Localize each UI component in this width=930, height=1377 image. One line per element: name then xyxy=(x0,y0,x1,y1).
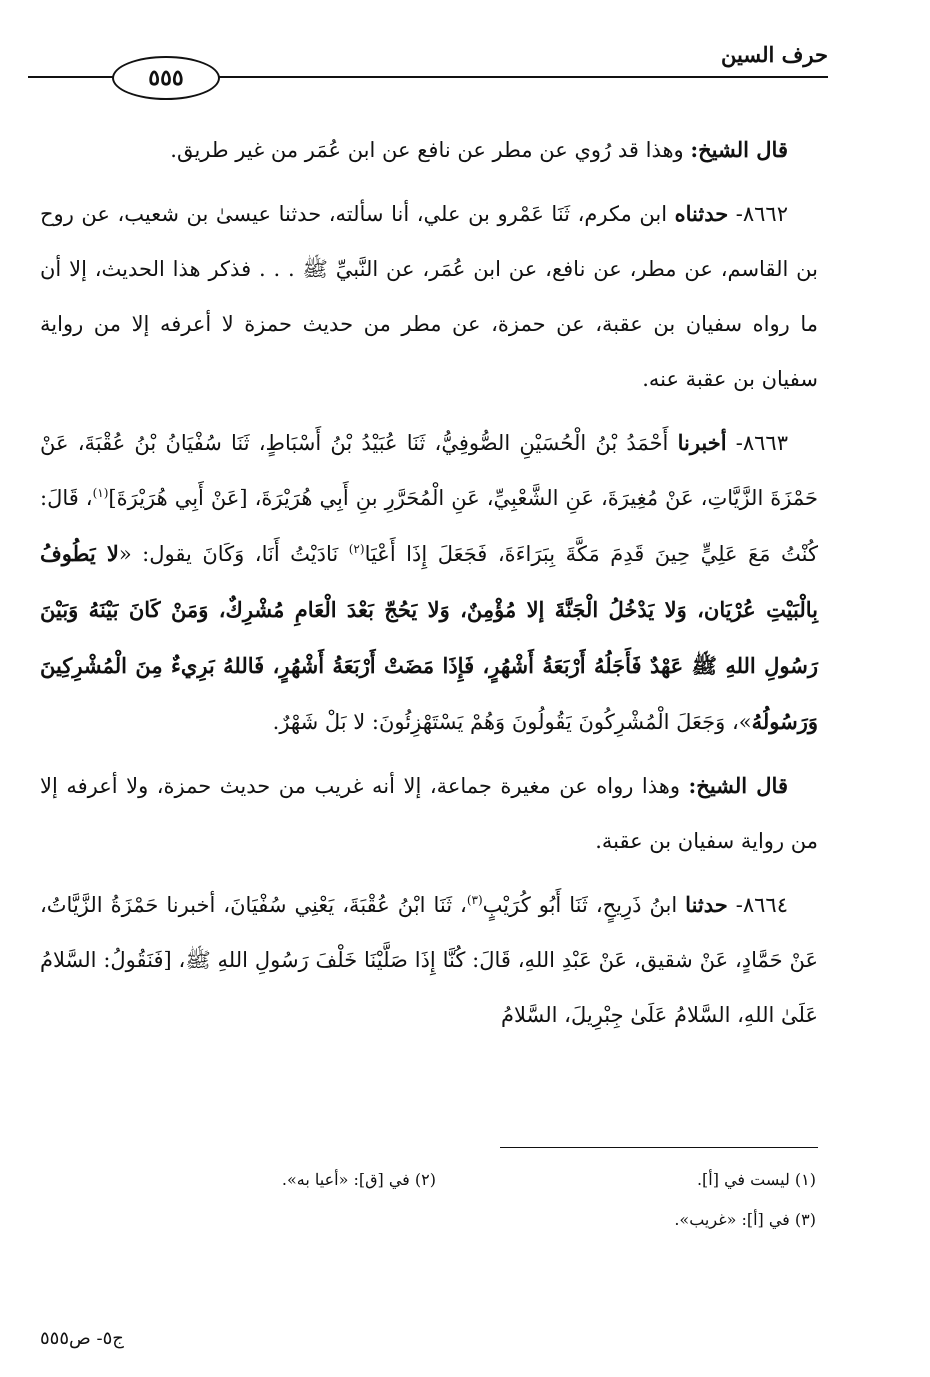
hadith-text-end: »، وَجَعَلَ الْمُشْرِكُونَ يَقُولُونَ وَهُمْ يَسْتَهْزِئُونَ: لا بَلْ شَهْرٌ. xyxy=(272,710,752,734)
hadith-number: ٨٦٦٢- xyxy=(728,202,788,226)
paragraph-4 xyxy=(40,758,818,869)
page-reference: ج٥- ص٥٥٥ xyxy=(40,1328,124,1349)
paragraph-lead: قال الشيخ: xyxy=(690,137,788,162)
footnote-2: (٢) في [ق]: «أعيا به». xyxy=(281,1170,436,1189)
hadith-text: ابنُ ذَرِيحٍ، ثَنَا أَبُو كُرَيْبٍ xyxy=(482,893,686,917)
paragraph-text: وهذا رواه عن مغيرة جماعة، إلا أنه غريب من حديث حمزة، ولا أعرفه إلا من رواية سفيان بن عقبة. xyxy=(40,774,818,853)
hadith-number: ٨٦٦٤- xyxy=(727,893,788,917)
footnote-rule xyxy=(500,1147,818,1148)
hadith-lead: حدثنا xyxy=(685,892,728,917)
hadith-lead: حدثناه xyxy=(674,201,729,226)
footnote-3: (٣) في [أ]: «غريب». xyxy=(674,1210,816,1229)
hadith-8662 xyxy=(40,186,818,407)
hadith-number: ٨٦٦٣- xyxy=(726,431,788,455)
hadith-text-cont: ، قَالَ: كُنْتُ مَعَ عَلِيٍّ حِينَ قَدِمَ مَكَّةَ بِبَرَاءَةَ، فَجَعَلَ إِذَا أَعْيَا xyxy=(40,486,818,566)
page-number-badge: ٥٥٥ xyxy=(112,56,220,100)
hadith-8663 xyxy=(40,415,818,750)
hadith-text-cont: ، ثَنَا ابْنُ عُقْبَةَ، يَعْنِي سُفْيَانَ، أخبرنا حَمْزَةُ الزَّيَّاتُ، عَنْ حَمَّادٍ، عَنْ شقيق، عَنْ عَبْدِ اللهِ، قَالَ: كُنَّا إِذَا صَلَّيْنَا خَلْفَ رَسُولِ اللهِ ﷺ، [فَنَقُولُ: السَّلامُ عَلَىٰ اللهِ، السَّلامُ عَلَىٰ جِبْرِيلَ، السَّلامُ xyxy=(40,893,818,1027)
chapter-title: حرف السين xyxy=(721,42,828,67)
hadith-text: أَحْمَدُ بْنُ الْحُسَيْنِ الصُّوفِيُّ، ثَنَا عُبَيْدُ بْنُ أَسْبَاطٍ، ثَنَا سُفْيَانُ بْنُ عُقْبَةَ، عَنْ حَمْزَةَ الزَّيَّاتِ، عَنْ مُغِيرَةَ، عَنِ الشَّعْبِيِّ، عَنِ الْمُحَرَّرِ بنِ أَبِي هُرَيْرَةَ، [عَنْ أَبِي هُرَيْرَةَ] xyxy=(40,431,819,510)
hadith-text: ابن مكرم، ثَنَا عَمْرو بن علي، أنا سألته، حدثنا عيسىٰ بن شعيب، عن روح بن القاسم، عن مطر، عن نافع، عن ابن عُمَر، عن النَّبيِّ ﷺ . . . فذكر هذا الحديث، إلا أن ما رواه سفيان بن عقبة، عن حمزة، عن مطر من حديث حمزة لا أعرفه إلا من رواية سفيان بن عقبة عنه. xyxy=(40,202,818,391)
footnote-ref-3: (٣) xyxy=(466,893,483,907)
footnote-ref-1: (١) xyxy=(92,486,109,500)
paragraph-lead: قال الشيخ: xyxy=(688,773,788,798)
main-text xyxy=(40,122,818,1051)
footnote-ref-2: (٢) xyxy=(348,542,365,556)
hadith-8664 xyxy=(40,877,818,1043)
footnote-row xyxy=(40,1200,816,1240)
paragraph-text: وهذا قد رُوي عن مطر عن نافع عن ابن عُمَر من غير طريق. xyxy=(170,138,691,162)
hadith-lead: أخبرنا xyxy=(677,430,727,455)
hadith-text-cont: نَادَيْتُ أَنَا، وَكَانَ يقول: « xyxy=(118,542,349,566)
footnote-row xyxy=(40,1160,816,1200)
paragraph-1 xyxy=(40,122,818,178)
running-header xyxy=(28,42,828,102)
footnotes xyxy=(40,1160,816,1240)
prophetic-quote: لا يَطُوفُ بِالْبَيْتِ عُرْيَان، وَلا يَدْخُلُ الْجَنَّةَ إلا مُؤْمِنٌ، وَلا يَحُجّ بَعْدَ الْعَامِ مُشْرِكٌ، وَمَنْ كَانَ بَيْنَهُ وَبَيْنَ رَسُولِ اللهِ ﷺ عَهْدٌ فَأَجَلُهُ أَرْبَعَةُ أَشْهُرٍ، فَإِذَا مَضَتْ أَرْبَعَةُ أَشْهُرٍ، فَاللهُ بَرِيءٌ مِنَ الْمُشْرِكِينَ وَرَسُولُهُ xyxy=(40,541,818,734)
footnote-1: (١) ليست في [أ]. xyxy=(696,1170,816,1189)
